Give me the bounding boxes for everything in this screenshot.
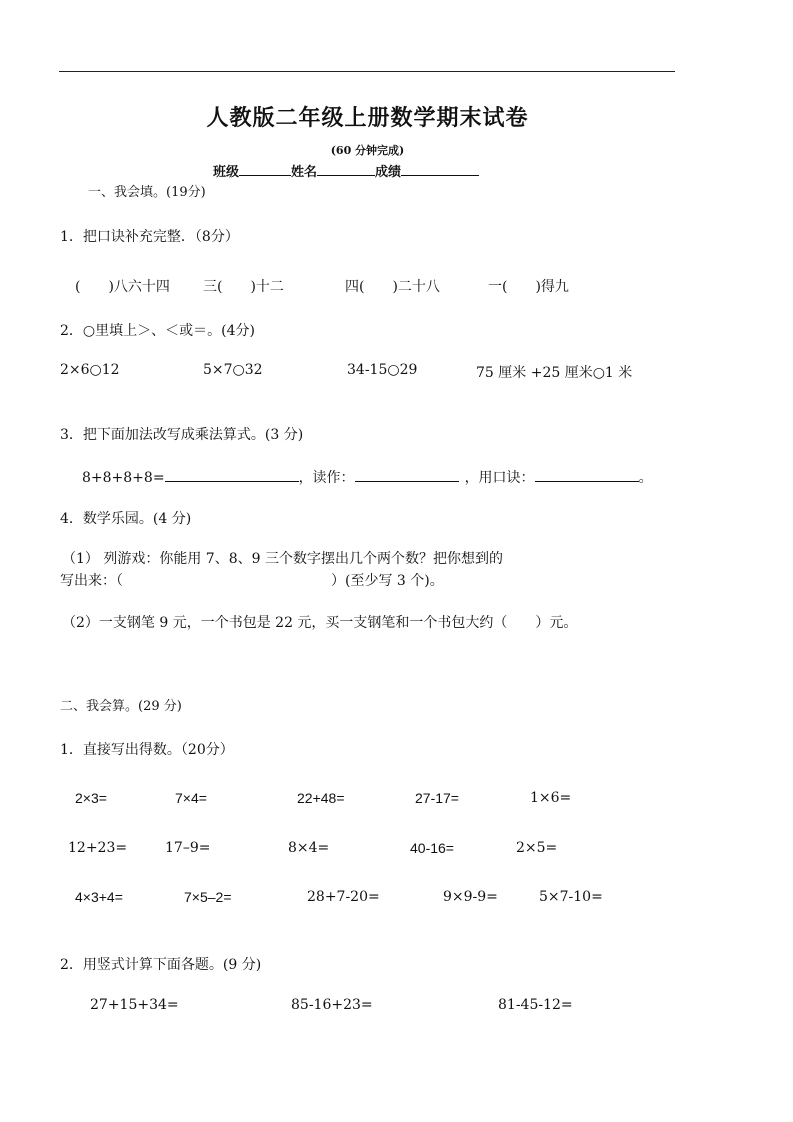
calc-r1-c5: 1×6= bbox=[530, 790, 572, 806]
q1-prompt: 1．把口诀补充完整．（8分） bbox=[60, 229, 239, 245]
vertical-item-2: 85-16+23= bbox=[291, 997, 373, 1013]
q4-part2: （2）一支钢笔 9 元，一个书包是 22 元，买一支钢笔和一个书包大约（ ）元。 bbox=[62, 615, 578, 631]
q4-part1-close: ）(至少写 3 个)。 bbox=[331, 573, 444, 589]
calc-r3-c3: 28+7-20= bbox=[307, 889, 380, 905]
vertical-item-1: 27+15+34= bbox=[90, 997, 179, 1013]
q1-item-2: 三( )十二 bbox=[203, 279, 284, 295]
class-blank[interactable] bbox=[239, 163, 291, 176]
q3-answer-blank[interactable] bbox=[165, 467, 299, 482]
calc-r2-c1: 12+23= bbox=[68, 840, 128, 856]
q2-item-3: 34-15○29 bbox=[347, 362, 418, 378]
calc-r3-c1: 4×3+4= bbox=[75, 889, 123, 905]
q2-item-4: 75 厘米 +25 厘米○1 米 bbox=[476, 365, 633, 381]
calc-r1-c1: 2×3= bbox=[75, 790, 107, 806]
q1-item-4: 一( )得九 bbox=[488, 279, 569, 295]
q3-read-label: ，读作： bbox=[298, 470, 355, 486]
q2-item-2: 5×7○32 bbox=[203, 362, 263, 378]
name-label: 姓名 bbox=[291, 165, 318, 180]
section2-heading: 二、我会算。(29 分) bbox=[60, 699, 182, 714]
q2-prompt: 2．○里填上＞、＜或＝。(4分) bbox=[60, 323, 255, 339]
score-blank[interactable] bbox=[401, 163, 479, 176]
q4-prompt: 4．数学乐园。(4 分) bbox=[60, 511, 192, 527]
section1-heading: 一、我会填。(19分) bbox=[88, 185, 206, 200]
calc-r2-c5: 2×5= bbox=[516, 840, 558, 856]
name-blank[interactable] bbox=[317, 163, 375, 176]
page-subtitle: (60 分钟完成) bbox=[330, 144, 405, 157]
calc-r1-c4: 27-17= bbox=[415, 790, 459, 806]
q1-item-3: 四( )二十八 bbox=[345, 279, 440, 295]
calc-r1-c2: 7×4= bbox=[175, 790, 207, 806]
q2-item-1: 2×6○12 bbox=[60, 362, 120, 378]
calc-r2-c2: 17–9= bbox=[165, 840, 211, 856]
calc-r3-c4: 9×9-9= bbox=[443, 889, 498, 905]
q3-end: 。 bbox=[638, 470, 653, 486]
top-rule bbox=[59, 71, 675, 72]
calc-r3-c2: 7×5–2= bbox=[184, 889, 232, 905]
q4-part1-open: 写出来：（ bbox=[60, 573, 123, 589]
q3-read-blank[interactable] bbox=[355, 467, 459, 482]
calc-r1-c3: 22+48= bbox=[297, 790, 345, 806]
q4-part1-line1: （1） 列游戏：你能用 7、8、9 三个数字摆出几个两个数？把你想到的 bbox=[62, 551, 503, 567]
calc-r2-c3: 8×4= bbox=[288, 840, 330, 856]
q3-expr: 8+8+8+8= bbox=[82, 470, 165, 486]
q4-part1-line2 bbox=[60, 570, 444, 590]
s2-q2-prompt: 2．用竖式计算下面各题。(9 分) bbox=[60, 957, 262, 973]
calc-r2-c4: 40-16= bbox=[410, 840, 454, 856]
s2-q1-prompt: 1．直接写出得数。（20分） bbox=[60, 742, 234, 758]
q3-prompt: 3．把下面加法改写成乘法算式。(3 分) bbox=[60, 427, 304, 443]
calc-r3-c5: 5×7-10= bbox=[539, 889, 603, 905]
score-label: 成绩 bbox=[375, 165, 402, 180]
q3-rhyme-label: ，用口诀： bbox=[464, 470, 535, 486]
q3-rhyme-blank[interactable] bbox=[535, 467, 639, 482]
vertical-item-3: 81-45-12= bbox=[498, 997, 573, 1013]
q3-line bbox=[82, 467, 653, 487]
page-title: 人教版二年级上册数学期末试卷 bbox=[206, 105, 529, 131]
class-label: 班级 bbox=[213, 165, 240, 180]
student-info-line bbox=[213, 161, 479, 180]
q1-item-1: ( )八六十四 bbox=[75, 279, 170, 295]
